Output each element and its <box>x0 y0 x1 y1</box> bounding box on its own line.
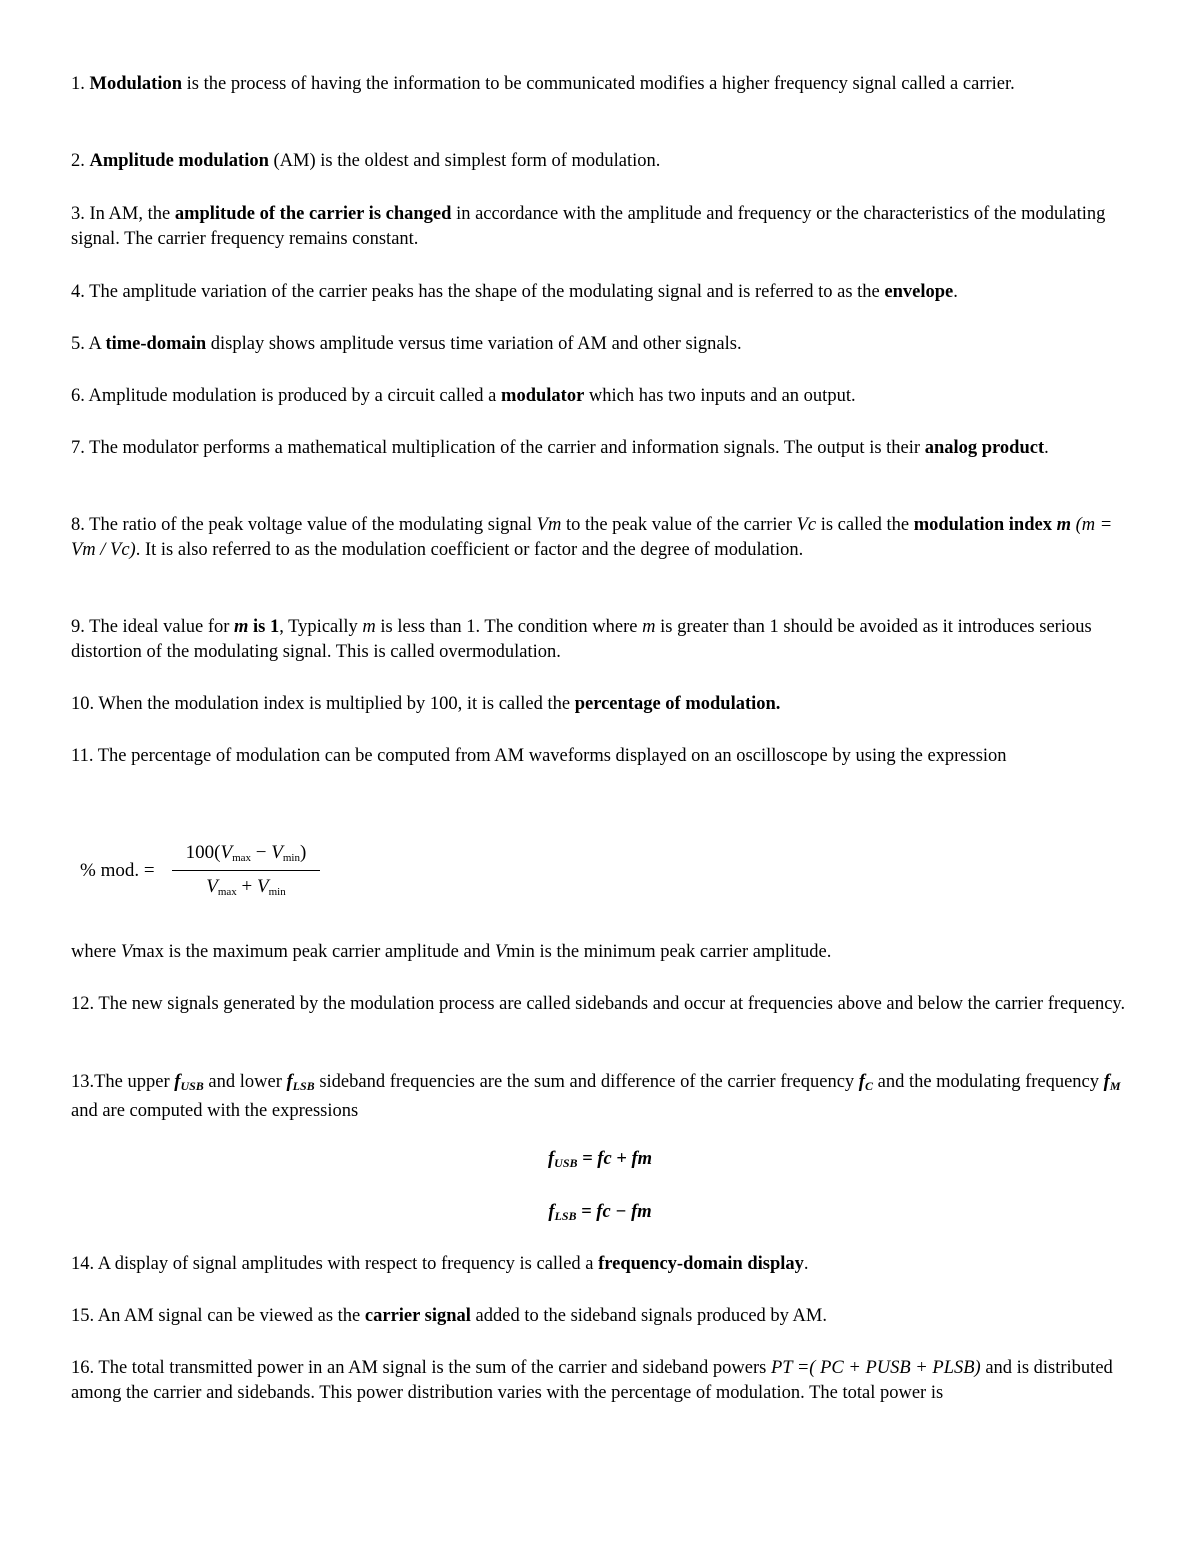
item-number: 1. <box>71 74 90 94</box>
paragraph-text: is the process of having the information to be communicated modifies a higher frequency signal called a carrier. <box>182 74 1015 94</box>
paragraph-8 <box>71 513 1133 563</box>
paragraph-text: 4. The amplitude variation of the carrier peaks has the shape of the modulating signal and is referred to as the <box>71 282 885 302</box>
symbol-vc: Vc <box>796 515 817 535</box>
paragraph-7 <box>71 436 1133 461</box>
subscript-lsb: LSB <box>292 1079 315 1093</box>
symbol-m: m <box>234 617 249 637</box>
paragraph-text: (AM) is the oldest and simplest form of modulation. <box>268 151 661 171</box>
term-modulation: Modulation <box>89 74 183 94</box>
term-time-domain: time-domain <box>105 334 207 354</box>
paragraph-text: min is the minimum peak carrier amplitude. <box>506 942 832 962</box>
paragraph-11 <box>71 744 1133 769</box>
term-amplitude-changed: amplitude of the carrier is changed <box>174 204 452 224</box>
paragraph-9 <box>71 615 1133 665</box>
paragraph-text: 5. A <box>71 334 106 354</box>
subscript-m: M <box>1109 1079 1121 1093</box>
paragraph-text: and lower <box>203 1072 287 1092</box>
paragraph-text: 11. The percentage of modulation can be computed from AM waveforms displayed on an oscilloscope by using the expression <box>71 746 1007 766</box>
formula-numerator: $100(V_{max} - V_{min})$ <box>185 842 307 864</box>
paragraph-text: to the peak value of the carrier <box>561 515 797 535</box>
term-envelope: envelope <box>884 282 954 302</box>
paragraph-text: is greater than 1 should be avoided as it introduces serious distortion of the modulating signal. This is called overmodulation. <box>71 617 1092 662</box>
subscript-usb: USB <box>180 1079 204 1093</box>
paragraph-where <box>71 940 1133 965</box>
equation-lsb: fLSB = fc − fm <box>548 1202 652 1223</box>
item-number: 2. <box>71 151 90 171</box>
paragraph-5 <box>71 332 1133 357</box>
paragraph-10 <box>71 692 1133 717</box>
paragraph-text: 3. In AM, the <box>71 204 175 224</box>
paragraph-1 <box>71 72 1133 97</box>
term-analog-product: analog product <box>924 438 1045 458</box>
paragraph-text: 7. The modulator performs a mathematical multiplication of the carrier and information signals. The output is their <box>71 438 925 458</box>
paragraph-text: in accordance with the amplitude and frequency or the characteristics of the modulating signal. The carrier frequency remains constant. <box>71 204 1106 249</box>
paragraph-text: where <box>71 942 121 962</box>
paragraph-text: 12. The new signals generated by the modulation process are called sidebands and occur at frequencies above and below the carrier frequency. <box>71 994 1126 1014</box>
term-modulator: modulator <box>501 386 585 406</box>
subscript-c: C <box>864 1079 873 1093</box>
paragraph-4 <box>71 280 1133 305</box>
paragraph-text: 13.The upper <box>71 1072 175 1092</box>
term-frequency-domain-display: frequency-domain display <box>598 1254 804 1274</box>
paragraph-text: . <box>803 1254 809 1274</box>
paragraph-14 <box>71 1252 1133 1277</box>
paragraph-text: . <box>953 282 958 302</box>
paragraph-text: is less than 1. The condition where <box>375 617 643 637</box>
paragraph-6 <box>71 384 1133 409</box>
formula-m: (m = Vm / Vc) <box>71 515 1113 560</box>
paragraph-13: 13.The upper fUSB and lower fLSB sideband frequencies are the sum and difference of the carrier frequency fC and the modulating frequency fM and are computed with the expressions <box>71 1072 1121 1121</box>
paragraph-16 <box>71 1356 1133 1406</box>
term-is-1: is 1 <box>248 617 280 637</box>
paragraph-15 <box>71 1304 1133 1329</box>
paragraph-text: 15. An AM signal can be viewed as the <box>71 1306 365 1326</box>
paragraph-text: 14. A display of signal amplitudes with respect to frequency is called a <box>71 1254 599 1274</box>
symbol-v: V <box>120 942 133 962</box>
paragraph-2 <box>71 149 1133 174</box>
paragraph-text: display shows amplitude versus time variation of AM and other signals. <box>206 334 742 354</box>
symbol-m: m <box>1051 515 1071 535</box>
paragraph-text: 6. Amplitude modulation is produced by a circuit called a <box>71 386 502 406</box>
symbol-v: V <box>494 942 507 962</box>
formula-denominator: $V_{max} + V_{min}$ <box>206 876 286 898</box>
formula-label: % mod. = <box>80 860 155 881</box>
term-modulation-index: modulation index <box>913 515 1052 535</box>
paragraph-text: sideband frequencies are the sum and difference of the carrier frequency <box>314 1072 859 1092</box>
paragraph-text: added to the sideband signals produced by AM. <box>470 1306 827 1326</box>
paragraph-text: which has two inputs and an output. <box>584 386 856 406</box>
symbol-vm: Vm <box>536 515 562 535</box>
equation-usb: fUSB = fc + fm <box>547 1149 653 1170</box>
formula-total-power: PT =( PC + PUSB + PLSB) <box>770 1358 981 1378</box>
paragraph-text: and are computed with the expressions <box>71 1101 359 1121</box>
paragraph-text: max is the maximum peak carrier amplitude and <box>132 942 495 962</box>
paragraph-3 <box>71 202 1133 252</box>
paragraph-12 <box>71 992 1133 1017</box>
paragraph-text: 8. The ratio of the peak voltage value of the modulating signal <box>71 515 537 535</box>
paragraph-text: 10. When the modulation index is multiplied by 100, it is called the <box>71 694 575 714</box>
paragraph-text: is called the <box>816 515 914 535</box>
paragraph-text: and the modulating frequency <box>872 1072 1104 1092</box>
term-amplitude-modulation: Amplitude modulation <box>89 151 269 171</box>
term-carrier-signal: carrier signal <box>364 1306 471 1326</box>
term-percentage-of-modulation: percentage of modulation. <box>574 694 781 714</box>
percent-modulation-formula <box>80 840 340 910</box>
paragraph-text: and is distributed among the carrier and sidebands. This power distribution varies with the percentage of modulation. The total power is <box>71 1358 1113 1403</box>
paragraph-text: . It is also referred to as the modulation coefficient or factor and the degree of modulation. <box>135 540 804 560</box>
paragraph-text: . <box>1044 438 1049 458</box>
formula-fraction <box>172 840 320 906</box>
symbol-m: m <box>642 617 656 637</box>
paragraph-text: , Typically <box>279 617 363 637</box>
paragraph-text: 9. The ideal value for <box>71 617 235 637</box>
paragraph-text: 16. The total transmitted power in an AM signal is the sum of the carrier and sideband powers <box>71 1358 771 1378</box>
fraction-bar <box>172 870 320 871</box>
symbol-m: m <box>362 617 376 637</box>
